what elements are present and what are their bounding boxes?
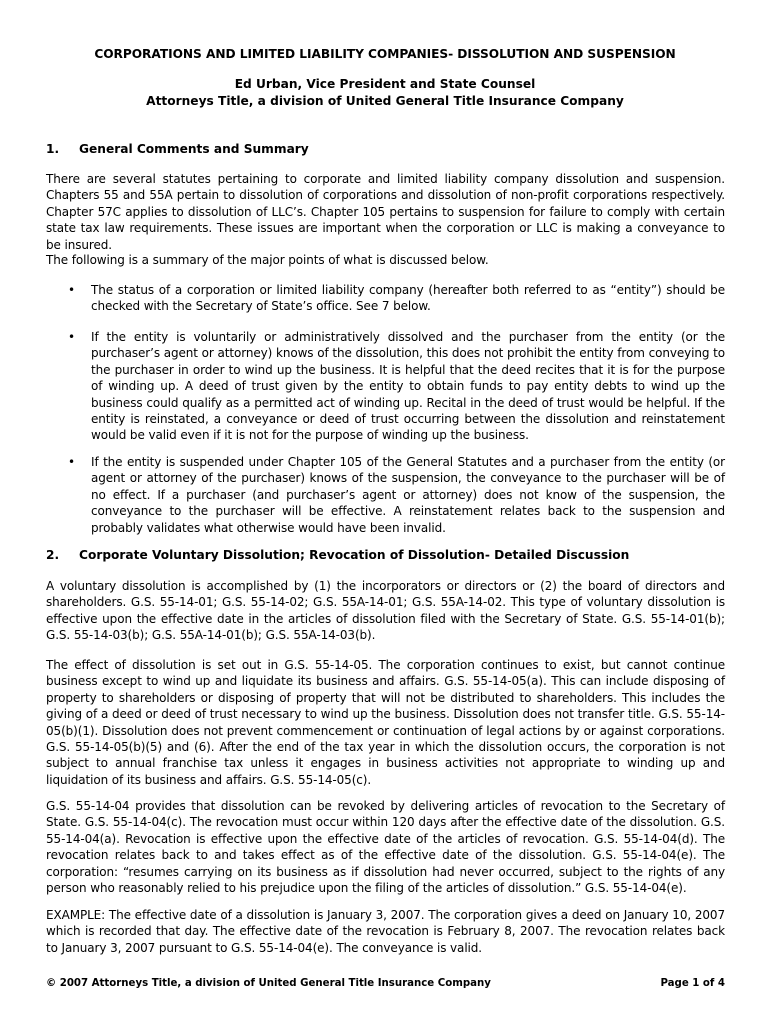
bullet-icon: • [68,455,75,469]
bullet-icon: • [68,330,75,344]
page-number: Page 1 of 4 [660,978,725,989]
paragraph: The effect of dissolution is set out in G.S. 55-14-05. The corporation continues to exist, but cannot continue business except to wind up and liquidate its business and affairs. G.S. 55-14-05(a). This can include disposing of property to shareholders or disposing of property that will not be distributed to shareholders. This includes the giving of a deed or deed of trust necessary to wind up the business. Dissolution does not transfer title. G.S. 55-14-05(b)(1). Dissolution does not prevent commencement or continuation of legal actions by or against corporations. G.S. 55-14-05(b)(5) and (6). After the end of the tax year in which the dissolution occurs, the corporation is not subject to annual franchise tax unless it engages in business activities not appropriate to winding up and liquidation of its business and affairs. G.S. 55-14-05(c). [46,658,725,787]
author-line: Ed Urban, Vice President and State Counsel [234,77,536,91]
paragraph: G.S. 55-14-04 provides that dissolution can be revoked by delivering articles of revocation to the Secretary of State. G.S. 55-14-04(c). The revocation must occur within 120 days after the effective date of the dissolution. G.S. 55-14-04(a). Revocation is effective upon the effective date of the articles of revocation. G.S. 55-14-04(d). The revocation relates back to and takes effect as of the effective date of the dissolution. G.S. 55-14-04(e). The corporation: “resumes carrying on its business as if dissolution had never occurred, subject to the rights of any person who reasonably relied to his prejudice upon the filing of the articles of dissolution.” G.S. 55-14-04(e). [46,799,725,896]
list-item-text: If the entity is voluntarily or administratively dissolved and the purchaser from the entity (or the purchaser’s agent or attorney) knows of the dissolution, this does not prohibit the entity from conveying to the purchaser in order to wind up the business. It is helpful that the deed recites that it is for the purpose of winding up. A deed of trust given by the entity to obtain funds to pay entity debts to wind up the business could qualify as a permitted act of winding up. Recital in the deed of trust would be helpful. If the entity is reinstated, a conveyance or deed of trust occurring between the dissolution and reinstatement would be valid even if it is not for the purpose of winding up the business. [91,330,725,443]
section-1-number: 1. [46,142,60,156]
paragraph: The following is a summary of the major points of what is discussed below. [46,253,489,267]
list-item-text: If the entity is suspended under Chapter 105 of the General Statutes and a purchaser from the entity (or agent or attorney of the purchaser) knows of the suspension, the conveyance to the purchaser will be of no effect. If a purchaser (and purchaser’s agent or attorney) does not know of the suspension, the conveyance to the purchaser will be effective. A reinstatement relates back to the suspension and probably validates what otherwise would have been invalid. [91,455,725,535]
list-item [68,329,725,444]
list-item [68,282,725,315]
section-1-heading [46,142,309,156]
paragraph: A voluntary dissolution is accomplished by (1) the incorporators or directors or (2) the board of directors and shareholders. G.S. 55-14-01; G.S. 55-14-02; G.S. 55A-14-01; G.S. 55A-14-02. This type of voluntary dissolution is effective upon the effective date in the articles of dissolution filed with the Secretary of State. G.S. 55-14-01(b); G.S. 55-14-03(b); G.S. 55A-14-01(b); G.S. 55A-14-03(b). [46,579,725,643]
organization-line: Attorneys Title, a division of United General Title Insurance Company [146,94,624,108]
section-2-title: Corporate Voluntary Dissolution; Revocation of Dissolution- Detailed Discussion [79,548,630,562]
list-item-text: The status of a corporation or limited liability company (hereafter both referred to as “entity”) should be checked with the Secretary of State’s office. See 7 below. [91,283,725,314]
section-1-title: General Comments and Summary [79,142,309,156]
document-title: CORPORATIONS AND LIMITED LIABILITY COMPANIES- DISSOLUTION AND SUSPENSION [94,47,676,61]
section-2-heading [46,548,629,562]
list-item [68,454,725,536]
paragraph: There are several statutes pertaining to corporate and limited liability company dissolution and suspension. Chapters 55 and 55A pertain to dissolution of corporations and dissolution of non-profit corporations respectively. Chapter 57C applies to dissolution of LLC’s. Chapter 105 pertains to suspension for failure to comply with certain state tax law requirements. These issues are important when the corporation or LLC is making a conveyance to be insured. [46,172,725,252]
bullet-icon: • [68,283,75,297]
footer-copyright: © 2007 Attorneys Title, a division of United General Title Insurance Company [46,978,491,989]
section-2-number: 2. [46,548,60,562]
paragraph: EXAMPLE: The effective date of a dissolution is January 3, 2007. The corporation gives a deed on January 10, 2007 which is recorded that day. The effective date of the revocation is February 8, 2007. The revocation relates back to January 3, 2007 pursuant to G.S. 55-14-04(e). The conveyance is valid. [46,908,725,955]
